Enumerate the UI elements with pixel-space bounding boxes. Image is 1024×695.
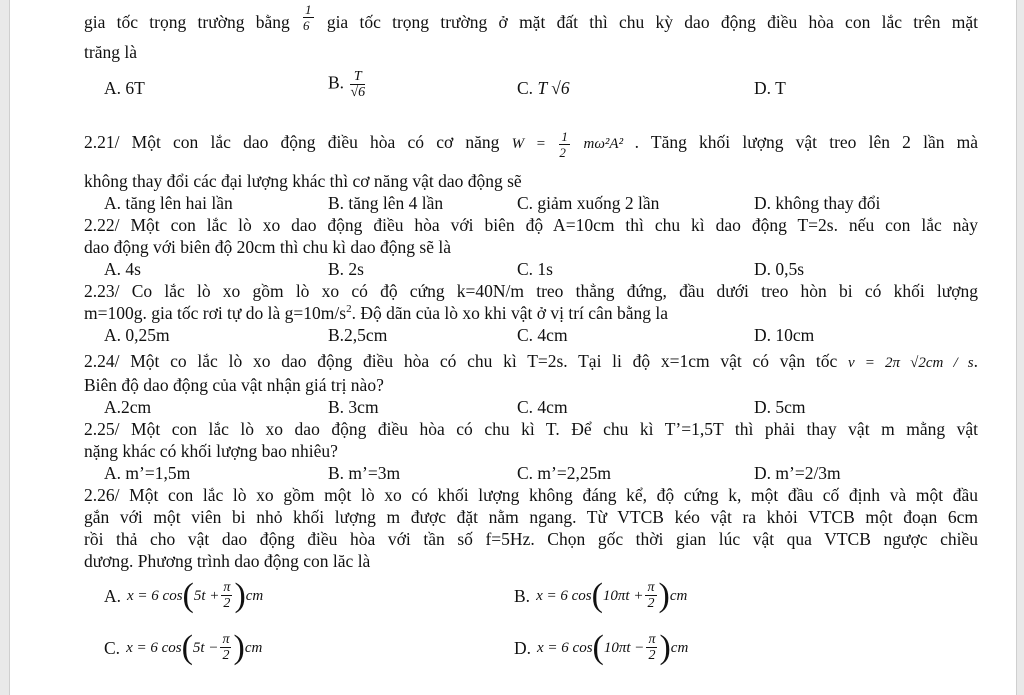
option-d: D. m’=2/3m [754,463,841,483]
option-a: A.2cm [104,397,152,417]
option-a: A. tăng lên hai lần [104,193,233,213]
intro-line-2: trăng là [84,42,137,62]
q225-line-1: 2.25/ Một con lắc lò xo dao động điều hòa có chu kì T. Để chu kì T’=1,5T thì phải thay vật m mằng vật [84,419,978,439]
option-b: B. tăng lên 4 lần [328,193,444,213]
option-b: B. 3cm [328,397,379,417]
document-content [84,0,978,678]
fraction-one-sixth: $\frac{1}{6}$ [303,2,312,33]
q221-options [84,192,978,214]
q222-line-1: 2.22/ Một con lắc lò xo dao động điều hòa với biên độ A=10cm thì chu kì dao động T=2s. nếu con lắc này [84,215,978,235]
option-a: A. m’=1,5m [104,463,191,483]
q226-line-2: gắn với một viên bi nhỏ khối lượng m được đặt nằm ngang. Từ VTCB kéo vật ra khỏi VTCB một đoạn 6cm [84,507,978,527]
intro-text: gia tốc trọng trường bằng [84,12,290,32]
q224-line-1: 2.24/ Một co lắc lò xo dao động điều hòa có chu kì T=2s. Tại li độ x=1cm vật có vận tốc v = 2π √2cm / s. [84,351,979,371]
q222-line-2: dao động với biên độ 20cm thì chu kì dao động sẽ là [84,237,451,257]
option-c: C. 1s [517,259,553,279]
q222-options [84,258,978,280]
velocity-formula: v = 2π √2cm / s [847,355,974,371]
option-c: C. 4cm [517,325,568,345]
q224-options [84,396,978,418]
option-b: B. 2s [328,259,364,279]
option-b: B. $\frac{T}{√6}$ [328,69,366,100]
q221-line-1: 2.21/ Một con lắc dao động điều hòa có cơ năng W = $\frac{1}{2}$ mω²A² . Tăng khối lượng vật treo lên 2 lần mà [84,129,979,160]
option-b: B.2,5cm [328,325,388,345]
intro-text: gia tốc trọng trường ở mặt đất thì chu kỳ dao động điều hòa con lắc trên mặt [326,12,978,32]
q225-options [84,462,978,484]
fraction-t-root6: $\frac{T}{√6}$ [350,69,366,100]
option-a: A. 0,25m [104,325,170,345]
option-a: A. x = 6 cos ( 5t + $\frac{\pi}{2}$ ) cm [104,576,264,614]
q223-options [84,324,978,346]
option-d: D. không thay đổi [754,193,881,213]
q225-line-2: nặng khác có khối lượng bao nhiêu? [84,441,338,461]
q223-line-2: m=100g. gia tốc rơi tự do là $g=10m/s^2$. Độ dãn của lò xo khi vật ở vị trí cân bằng la [84,303,668,323]
q226-line-4: dương. Phương trình dao động con lăc là [84,551,371,571]
q223-line-1: 2.23/ Co lắc lò xo gồm lò xo có độ cứng k=40N/m treo thẳng đứng, đầu dưới treo hòn bi có khối lượng [84,281,978,301]
option-c: C. 4cm [517,397,568,417]
option-b: B. x = 6 cos ( 10πt + $\frac{\pi}{2}$ ) cm [514,576,688,614]
option-c: C. T √6 [517,78,570,98]
option-d: D. 0,5s [754,259,805,279]
option-d: D. x = 6 cos ( 10πt − $\frac{\pi}{2}$ ) cm [514,628,689,666]
option-d: D. 10cm [754,325,815,345]
option-b: B. m’=3m [328,463,401,483]
q226-line-3: rồi thả cho vật dao động điều hòa với tần số f=5Hz. Chọn gốc thời gian lúc vật qua VTCB ngược chiều [84,529,978,549]
intro-options [84,69,978,113]
option-d: D. T [754,78,786,98]
q226-line-1: 2.26/ Một con lắc lò xo gồm một lò xo có khối lượng không đáng kể, độ cứng k, một đầu cố định và một đầu [84,485,978,505]
option-c: C. x = 6 cos ( 5t − $\frac{\pi}{2}$ ) cm [104,628,263,666]
intro-line-1 [84,2,978,33]
option-c: C. giảm xuống 2 lần [517,193,660,213]
energy-formula: W = $\frac{1}{2}$ mω²A² [511,129,624,160]
document-page [9,0,1017,695]
option-a: A. 4s [104,259,141,279]
q226-options-ab [84,574,978,626]
option-c: C. m’=2,25m [517,463,611,483]
q226-options-cd [84,626,978,678]
q221-line-2: không thay đổi các đại lượng khác thì cơ năng vật dao động sẽ [84,171,522,191]
option-d: D. 5cm [754,397,806,417]
q224-line-2: Biên độ dao động của vật nhận giá trị nào? [84,375,384,395]
option-a: A. 6T [104,78,145,98]
